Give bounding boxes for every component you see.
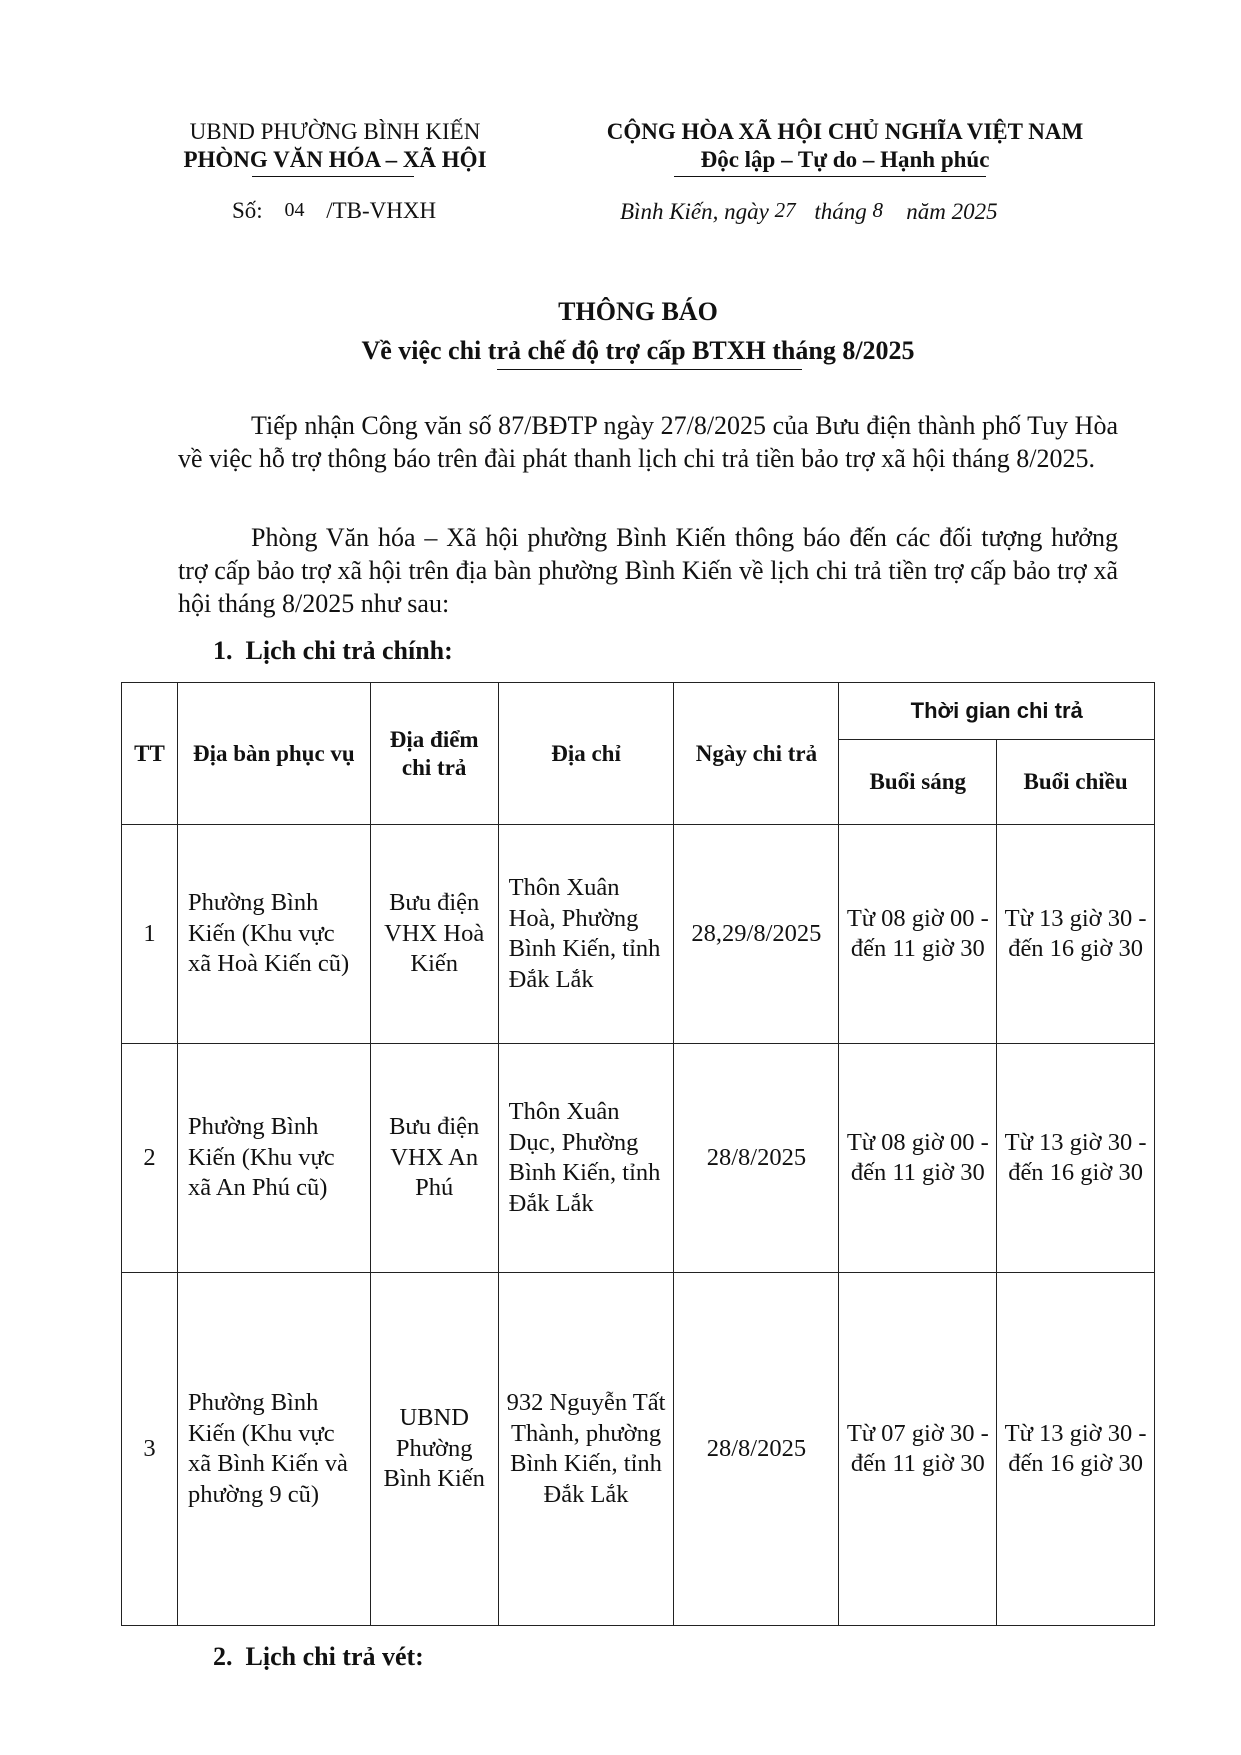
- row-area: Phường Bình Kiến (Khu vực xã An Phú cũ): [177, 1044, 370, 1273]
- row-afternoon: Từ 13 giờ 30 - đến 16 giờ 30: [997, 1273, 1155, 1626]
- table-row: [122, 1044, 1155, 1273]
- row-address: Thôn Xuân Hoà, Phường Bình Kiến, tỉnh Đắk Lắk: [498, 825, 674, 1044]
- row-address: Thôn Xuân Dục, Phường Bình Kiến, tỉnh Đắk Lắk: [498, 1044, 674, 1273]
- row-morning: Từ 08 giờ 00 - đến 11 giờ 30: [839, 1044, 997, 1273]
- date-day: 27: [774, 198, 796, 222]
- row-afternoon: Từ 13 giờ 30 - đến 16 giờ 30: [997, 825, 1155, 1044]
- header-area: Địa bàn phục vụ: [177, 683, 370, 825]
- header-time-group: Thời gian chi trả: [839, 683, 1155, 740]
- agency-line1: UBND PHƯỜNG BÌNH KIẾN: [189, 119, 481, 144]
- document-number: [232, 196, 436, 225]
- date-place: Bình Kiến, ngày: [620, 199, 769, 224]
- row-tt: 3: [122, 1273, 178, 1626]
- national-motto-line1: CỘNG HÒA XÃ HỘI CHỦ NGHĨA VIỆT NAM: [606, 119, 1084, 144]
- agency-block: [150, 118, 520, 174]
- notice-title: THÔNG BÁO: [558, 297, 718, 326]
- row-area: Phường Bình Kiến (Khu vực xã Hoà Kiến cũ): [177, 825, 370, 1044]
- header-location: Địa điểm chi trả: [370, 683, 498, 825]
- row-morning: Từ 08 giờ 00 - đến 11 giờ 30: [839, 825, 997, 1044]
- row-morning: Từ 07 giờ 30 - đến 11 giờ 30: [839, 1273, 997, 1626]
- section-2-heading: 2. Lịch chi trả vét:: [213, 1642, 424, 1671]
- number-suffix: /TB-VHXH: [326, 198, 437, 223]
- number-value: 04: [284, 199, 305, 221]
- date-year: năm 2025: [906, 199, 998, 224]
- date-month-label: tháng: [814, 199, 867, 224]
- row-date: 28/8/2025: [674, 1044, 839, 1273]
- table-row: [122, 1273, 1155, 1626]
- header-date: Ngày chi trả: [674, 683, 839, 825]
- row-location: UBND Phường Bình Kiến: [370, 1273, 498, 1626]
- subject-underline: [497, 369, 802, 370]
- number-label: Số:: [232, 198, 263, 223]
- national-block: [555, 118, 1135, 174]
- paragraph-1: [178, 409, 1118, 475]
- document-date: [620, 196, 998, 226]
- header-tt: TT: [122, 683, 178, 825]
- notice-subject: Về việc chi trả chế độ trợ cấp BTXH tháng 8/2025: [361, 336, 915, 365]
- header-afternoon: Buổi chiều: [997, 740, 1155, 825]
- row-tt: 1: [122, 825, 178, 1044]
- payment-schedule-table: [121, 682, 1155, 1626]
- row-date: 28,29/8/2025: [674, 825, 839, 1044]
- row-area: Phường Bình Kiến (Khu vực xã Bình Kiến và phường 9 cũ): [177, 1273, 370, 1626]
- row-tt: 2: [122, 1044, 178, 1273]
- national-motto-line2: Độc lập – Tự do – Hạnh phúc: [700, 147, 990, 172]
- header-morning: Buổi sáng: [839, 740, 997, 825]
- row-location: Bưu điện VHX Hoà Kiến: [370, 825, 498, 1044]
- date-month: 8: [872, 198, 883, 222]
- paragraph-2: [178, 521, 1118, 620]
- row-location: Bưu điện VHX An Phú: [370, 1044, 498, 1273]
- row-date: 28/8/2025: [674, 1273, 839, 1626]
- table-row: [122, 825, 1155, 1044]
- agency-underline: [252, 176, 414, 177]
- row-afternoon: Từ 13 giờ 30 - đến 16 giờ 30: [997, 1044, 1155, 1273]
- header-address: Địa chỉ: [498, 683, 674, 825]
- section-1-heading: 1. Lịch chi trả chính:: [213, 636, 453, 665]
- agency-line2: PHÒNG VĂN HÓA – XÃ HỘI: [183, 147, 487, 172]
- row-address: 932 Nguyễn Tất Thành, phường Bình Kiến, tỉnh Đắk Lắk: [498, 1273, 674, 1626]
- motto-underline: [674, 176, 986, 177]
- paragraph-2-text: Phòng Văn hóa – Xã hội phường Bình Kiến thông báo đến các đối tượng hưởng trợ cấp bảo trợ xã hội trên địa bàn phường Bình Kiến về lịch chi trả tiền trợ cấp bảo trợ xã hội tháng 8/2025 như sau:: [178, 523, 1118, 618]
- paragraph-1-text: Tiếp nhận Công văn số 87/BĐTP ngày 27/8/2025 của Bưu điện thành phố Tuy Hòa về việc hỗ trợ thông báo trên đài phát thanh lịch chi trả tiền bảo trợ xã hội tháng 8/2025.: [178, 411, 1118, 473]
